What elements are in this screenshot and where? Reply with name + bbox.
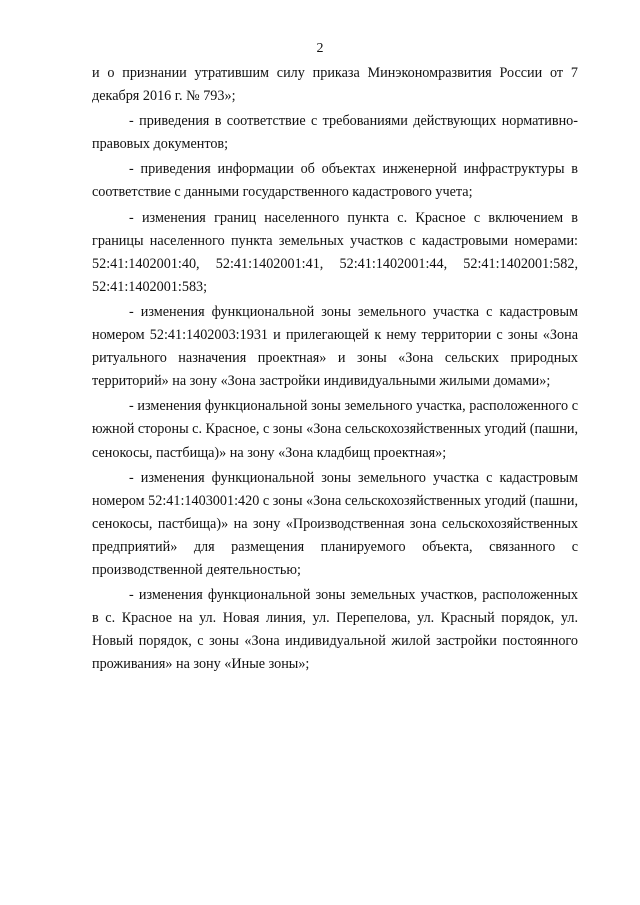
paragraph-zone-change-streets: - изменения функциональной зоны земельных участков, расположенных в с. Красное на ул. Новая линия, ул. Перепелова, ул. Красный порядок, ул. Новый порядок, с зоны «Зона индивидуальной жилой застройки постоянного проживания» на зону «Иные зоны»;: [92, 587, 578, 673]
document-body: [92, 62, 578, 678]
paragraph-zone-change-420: - изменения функциональной зоны земельного участка с кадастровым номером 52:41:1403001:420 с зоны «Зона сельскохозяйственных угодий (пашни, сенокосы, пастбища)» на зону «Производственная зона сельскохозяйственных предприятий» для размещения планируемого объекта, связанного с производственной деятельностью;: [92, 469, 578, 578]
paragraph-order-reference: и о признании утратившим силу приказа Минэкономразвития России от 7 декабря 2016 г. № 793»;: [92, 65, 578, 105]
paragraph-zone-change-south: - изменения функциональной зоны земельного участка, расположенного с южной стороны с. Красное, с зоны «Зона сельскохозяйственных угодий (пашни, сенокосы, пастбища)» на зону «Зона кладбищ проектная»;: [92, 398, 578, 461]
paragraph-legal-compliance: - приведения в соответствие с требованиями действующих нормативно-правовых документов;: [92, 113, 578, 153]
paragraph-settlement-boundaries: - изменения границ населенного пункта с. Красное с включением в границы населенного пункта земельных участков с кадастровыми номерами: 52:41:1402001:40, 52:41:1402001:41, 52:41:1402001:44, 52:41:1402001:582, 52:41:1402001:583;: [92, 209, 578, 295]
page-number: 2: [316, 41, 324, 56]
paragraph-infrastructure-info: - приведения информации об объектах инженерной инфраструктуры в соответствие с данными государственного кадастрового учета;: [92, 161, 578, 201]
paragraph-zone-change-1931: - изменения функциональной зоны земельного участка с кадастровым номером 52:41:1402003:1931 и прилегающей к нему территории с зоны «Зона ритуального назначения проектная» и зоны «Зона сельских природных территорий» на зону «Зона застройки индивидуальными жилыми домами»;: [92, 303, 578, 390]
